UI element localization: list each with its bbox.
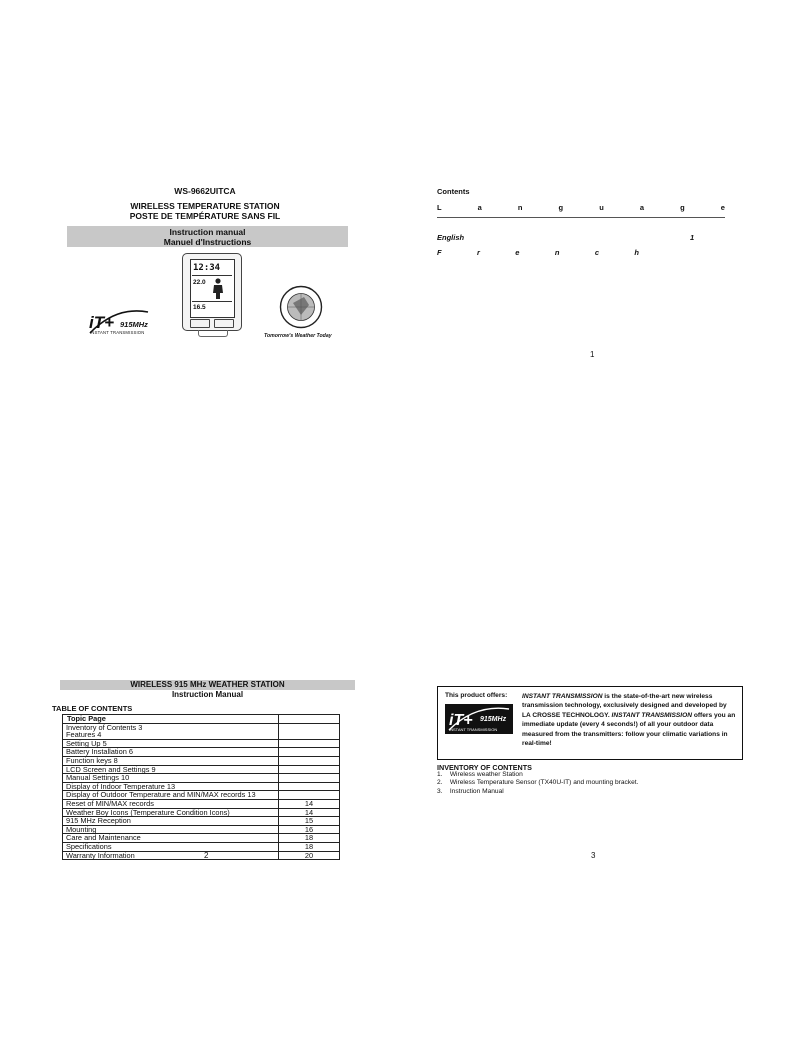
- toc-header: Topic Page: [63, 715, 279, 724]
- logo-band: 915MHz: [480, 716, 507, 723]
- model-number: WS-9662UITCA: [174, 186, 236, 196]
- toc-topic: Function keys 8: [63, 756, 279, 765]
- toc-page: 18: [279, 842, 340, 851]
- letter: g: [558, 203, 564, 212]
- toc-page: [279, 739, 340, 748]
- it-plus-logo: [86, 306, 152, 338]
- letter: a: [639, 203, 645, 212]
- toc-page: 14: [279, 808, 340, 817]
- logo-band: 915MHz: [120, 320, 148, 329]
- letter: e: [515, 248, 520, 257]
- letter: e: [720, 203, 725, 212]
- toc-topic: Warranty Information: [63, 851, 279, 860]
- letter: L: [437, 203, 442, 212]
- letter: n: [554, 248, 560, 257]
- toc-topic: Battery Installation 6: [63, 748, 279, 757]
- instruction-manual-subtitle: Instruction Manual: [171, 690, 244, 699]
- toc-page: 18: [279, 834, 340, 843]
- letter: g: [680, 203, 685, 212]
- toc-title: TABLE OF CONTENTS: [52, 704, 133, 713]
- table-row: [63, 842, 340, 851]
- display-temp-indoor: 22.0: [193, 279, 206, 286]
- logo-subtitle: INSTANT TRANSMISSION: [90, 330, 145, 335]
- toc-page: [279, 765, 340, 774]
- offer-text-emph: INSTANT TRANSMISSION: [522, 693, 603, 700]
- divider: [437, 217, 725, 218]
- toc-page: 15: [279, 817, 340, 826]
- toc-topic: Display of Indoor Temperature 13: [63, 782, 279, 791]
- toc-table: [62, 714, 340, 860]
- weather-station-image: [182, 253, 242, 339]
- manual-french: Manuel d'Instructions: [163, 237, 252, 247]
- logo-subtitle: INSTANT TRANSMISSION: [449, 727, 498, 732]
- table-row: [63, 817, 340, 826]
- letter: u: [599, 203, 604, 212]
- list-item: 3. Instruction Manual: [437, 787, 504, 795]
- english-entry: English: [437, 233, 465, 242]
- table-row: [63, 715, 340, 724]
- it-plus-logo: [445, 704, 513, 734]
- weather-boy-icon: [212, 278, 224, 300]
- letter: h: [634, 248, 639, 257]
- tagline: Tomorrow's Weather Today: [264, 333, 332, 339]
- english-page: 1: [690, 233, 695, 242]
- title-english: WIRELESS TEMPERATURE STATION: [130, 201, 280, 211]
- table-row: [63, 774, 340, 783]
- toc-topic: 915 MHz Reception: [63, 817, 279, 826]
- letter: n: [517, 203, 523, 212]
- contents-heading: Contents: [437, 187, 470, 196]
- offer-text-body: is the state-of-the-art new wireless transmission technology, exclusively designed and developed by LA CROSSE TECHNOLOGY.: [522, 693, 727, 719]
- toc-topic: Care and Maintenance: [63, 834, 279, 843]
- toc-topic: Manual Settings 10: [63, 774, 279, 783]
- toc-page: 14: [279, 799, 340, 808]
- french-entry: [437, 248, 639, 257]
- offer-text-emph: INSTANT TRANSMISSION: [611, 711, 692, 719]
- toc-page: 20: [279, 851, 340, 860]
- toc-page: [279, 756, 340, 765]
- toc-topic: Mounting: [63, 825, 279, 834]
- toc-topic: Setting Up 5: [63, 739, 279, 748]
- inventory-title: INVENTORY OF CONTENTS: [437, 763, 532, 772]
- page-number: 2: [204, 851, 209, 860]
- list-item: 1. Wireless weather Station: [437, 771, 523, 778]
- toc-topic: Inventory of Contents 3: [66, 722, 143, 732]
- product-offer-box: [437, 686, 743, 760]
- la-crosse-seal: [279, 285, 323, 329]
- toc-page: [279, 723, 340, 731]
- title-french: POSTE DE TEMPÉRATURE SANS FIL: [129, 211, 281, 221]
- toc-page: 16: [279, 825, 340, 834]
- offer-text: [522, 692, 736, 748]
- table-row: [63, 851, 340, 860]
- display-time: 12:34: [193, 263, 221, 273]
- svg-text:iT+: iT+: [449, 712, 473, 729]
- table-row: [63, 723, 340, 731]
- station-left-button: [190, 319, 210, 328]
- table-row: [63, 756, 340, 765]
- letter: r: [476, 248, 480, 257]
- toc-topic: LCD Screen and Settings 9: [63, 765, 279, 774]
- page-number: 1: [590, 350, 595, 359]
- offer-text-body: offers you an immediate update (every 4 seconds!) of all your outdoor data measured from the transmitters: follow your climatic variations in real-time!: [522, 711, 736, 748]
- display-temp-outdoor: 16.5: [193, 304, 206, 311]
- page-number: 3: [591, 851, 596, 860]
- toc-page: [279, 748, 340, 757]
- station-right-button: [214, 319, 234, 328]
- list-item: 2. Wireless Temperature Sensor (TX40U-IT) and mounting bracket.: [437, 779, 639, 787]
- weather-station-banner: WIRELESS 915 MHz WEATHER STATION: [60, 680, 355, 690]
- toc-page: [279, 782, 340, 791]
- svg-text:iT+: iT+: [89, 313, 115, 332]
- toc-topic: Features 4: [66, 730, 102, 740]
- language-header: [437, 203, 725, 212]
- letter: a: [477, 203, 482, 212]
- toc-page: [279, 731, 340, 739]
- letter: F: [437, 248, 442, 257]
- letter: c: [594, 248, 600, 257]
- manual-banner: [67, 226, 348, 247]
- toc-page: [279, 774, 340, 783]
- toc-topic: Weather Boy Icons (Temperature Condition Icons): [63, 808, 279, 817]
- toc-topic: Specifications: [63, 842, 279, 851]
- offer-label: This product offers:: [445, 692, 508, 699]
- manual-english: Instruction manual: [169, 227, 246, 237]
- table-row: [63, 799, 340, 808]
- toc-topic: Reset of MIN/MAX records: [63, 799, 279, 808]
- toc-topic: Display of Outdoor Temperature and MIN/MAX records 13: [63, 791, 279, 800]
- inventory-list: [437, 771, 638, 796]
